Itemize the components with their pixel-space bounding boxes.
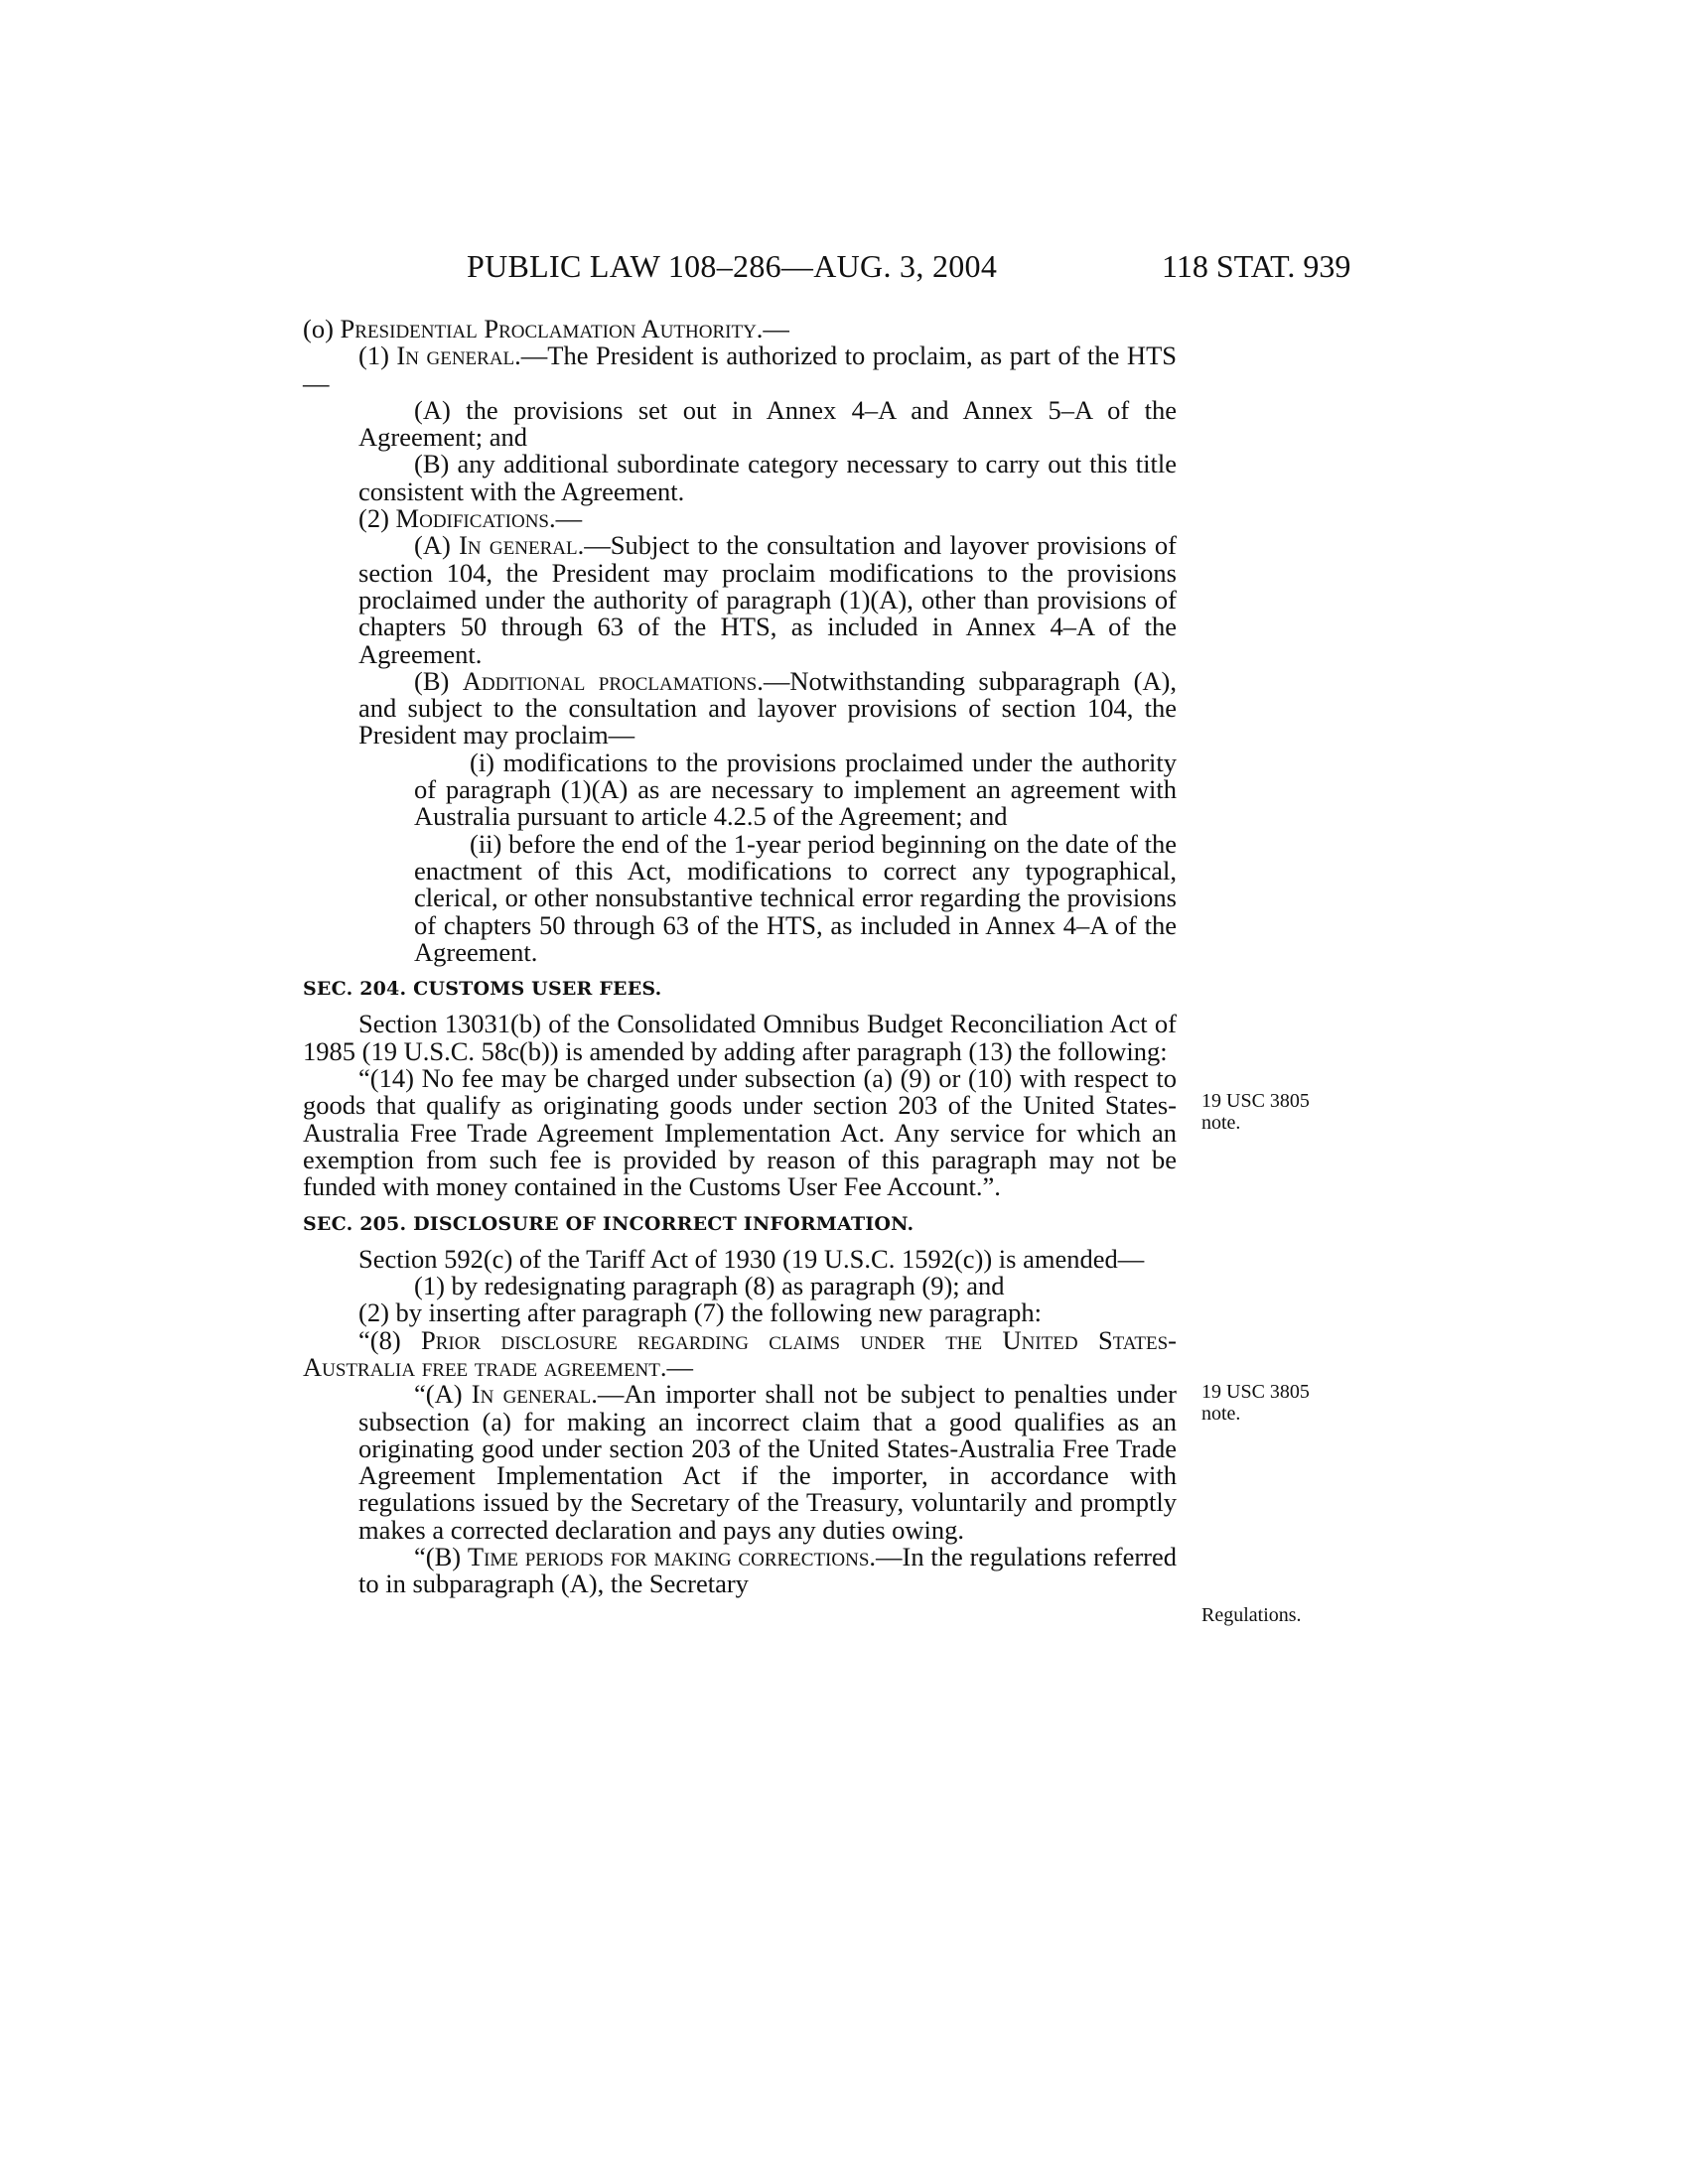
margin-note-regulations: Regulations. [1201,1604,1302,1626]
margin-note-citation: 19 USC 3805 [1201,1381,1310,1403]
subparagraph-1A: (A) the provisions set out in Annex 4–A and Annex 5–A of the Agreement; and [358,394,1177,453]
section-204-quoted-paragraph: “(14) No fee may be charged under subsection (a) (9) or (10) with respect to goods that qualify as originating goods under section 203 of the United States-Australia Free Trade Agreement Implementation Act. Any service for which an exemption from such fee is provided by reason of this paragraph may not be funded with money contained in the Customs User Fee Account.”. [303,1063,1177,1202]
clause-2B-ii: (ii) before the end of the 1-year period beginning on the date of the enactment of this Act, modifications to correct any typographical, clerical, or other nonsubstantive technical error regarding the provisions of chapters 50 through 63 of the HTS, as included in Annex 4–A of the Agreement. [414,828,1177,967]
paragraph-2: (2) Modifications.— [358,503,583,534]
page-number: 118 STAT. 939 [1162,248,1351,284]
clause-2B-i: (i) modifications to the provisions proclaimed under the authority of paragraph (1)(A) as are necessary to implement an agreement with Australia pursuant to article 4.2.5 of the Agreement; and [414,747,1177,832]
paragraph-1: (1) In general.—The President is authorized to proclaim, as part of the HTS— [303,341,1177,398]
subparagraph-2A: (A) In general.—Subject to the consultation and layover provisions of section 104, the President may proclaim modifications to the provisions proclaimed under the authority of paragraph (1)(A), other than provisions of chapters 50 through 63 of the HTS, as included in Annex 4–A of the Agreement. [358,530,1178,669]
subparagraph-1B: (B) any additional subordinate category necessary to carry out this title consistent with the Agreement. [358,449,1177,506]
document-body [303,316,1177,1598]
margin-note-sec204 [1201,1090,1350,1134]
quoted-subparagraph-8B: “(B) Time periods for making corrections.—In the regulations referred to in subparagraph (A), the Secretary [358,1542,1177,1599]
quoted-paragraph-8: “(8) Prior disclosure regarding claims under the United States-Australia free trade agreement.— [303,1324,1177,1382]
section-204-text: Section 13031(b) of the Consolidated Omnibus Budget Reconciliation Act of 1985 (19 U.S.C. 58c(b)) is amended by adding after paragraph (13) the following: [303,1009,1177,1066]
section-205-item-2: (2) by inserting after paragraph (7) the following new paragraph: [358,1297,1043,1328]
margin-note-sec205 [1201,1381,1350,1425]
section-205-heading: SEC. 205. DISCLOSURE OF INCORRECT INFORMATION. [303,1212,914,1235]
margin-note-suffix: note. [1201,1112,1241,1134]
section-205-item-1: (1) by redesignating paragraph (8) as paragraph (9); and [414,1271,1005,1301]
subparagraph-2B: (B) Additional proclamations.—Notwithstanding subparagraph (A), and subject to the consultation and layover provisions of section 104, the President may proclaim— [358,665,1177,751]
subsection-o: (o) Presidential Proclamation Authority.— [303,314,789,343]
quoted-subparagraph-8A: “(A) In general.—An importer shall not be subject to penalties under subsection (a) for making an incorrect claim that a good qualifies as an originating good under section 203 of the United States-Australia Free Trade Agreement Implementation Act if the importer, in accordance with regulations issued by the Secretary of the Treasury, voluntarily and promptly makes a corrected declaration and pays any duties owing. [358,1379,1177,1545]
section-205-text: Section 592(c) of the Tariff Act of 1930 (19 U.S.C. 1592(c)) is amended— [358,1243,1145,1274]
section-204-heading: SEC. 204. CUSTOMS USER FEES. [303,978,662,1001]
margin-note-suffix: note. [1201,1403,1241,1425]
running-header-title: PUBLIC LAW 108–286—AUG. 3, 2004 [467,248,998,284]
margin-note-citation: 19 USC 3805 [1201,1090,1310,1112]
